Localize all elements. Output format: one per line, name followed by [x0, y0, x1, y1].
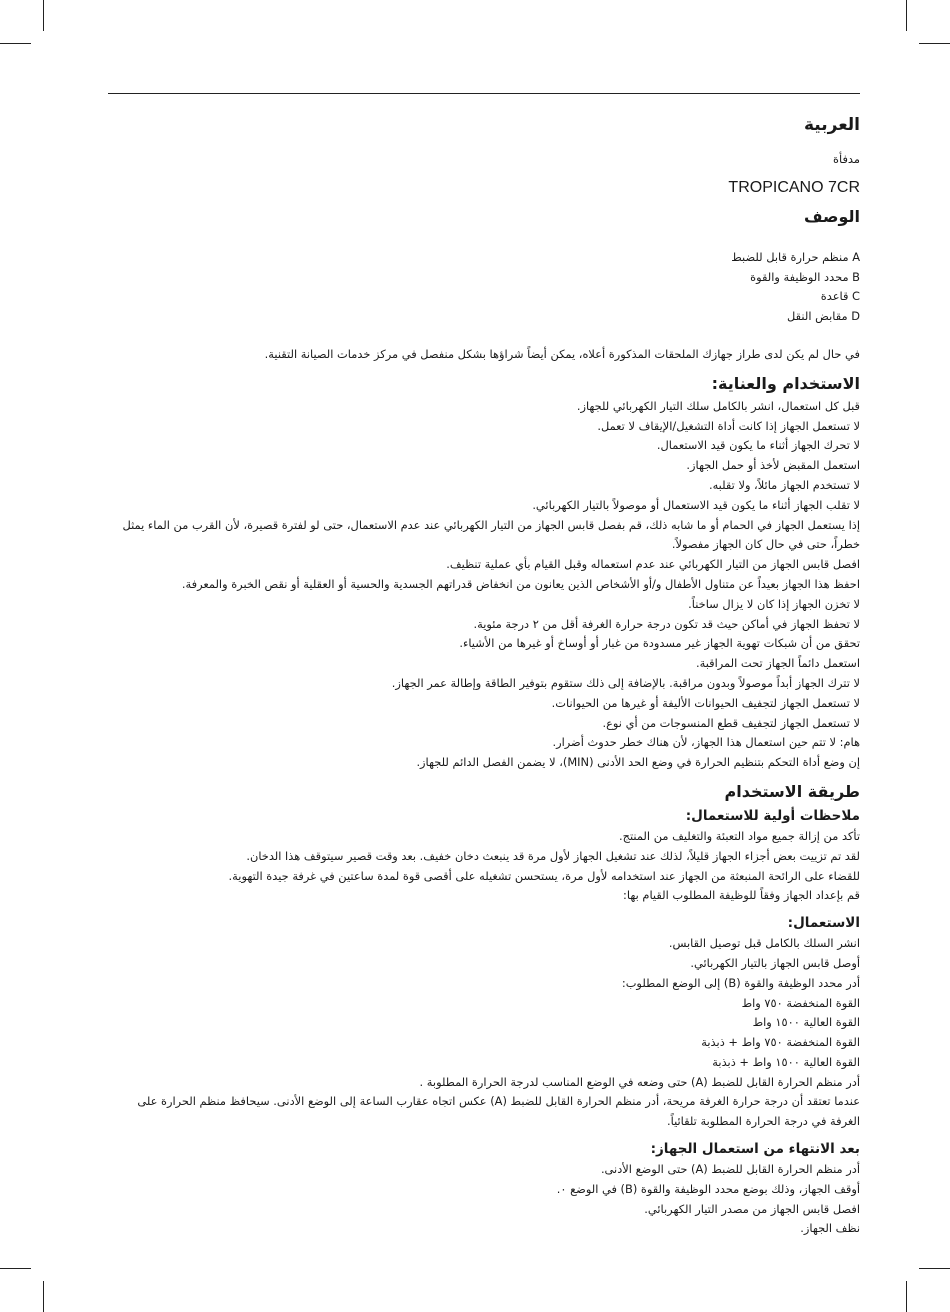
- list-item: C قاعدة: [820, 289, 860, 304]
- list-item: لا تقلب الجهاز أثناء ما يكون قيد الاستعمال أو موصولاً بالتيار الكهربائي.: [532, 497, 860, 512]
- list-item: إذا يستعمل الجهاز في الحمام أو ما شابه ذلك، قم بفصل قابس الجهاز من التيار الكهربائي عند عدم الاستعمال، حتى لو لفترة قصيرة، لأن القرب من الماء يمثل خطراً، حتى في حال كان الجهاز مفصولاً.: [122, 517, 860, 552]
- list-item: القوة المنخفضة ٧٥٠ واط + ذبذبة: [701, 1035, 860, 1050]
- after-use-list: [108, 1160, 860, 1239]
- list-item: لا تخزن الجهاز إذا كان لا يزال ساخناً.: [688, 596, 860, 611]
- list-item: أدر منظم الحرارة القابل للضبط (A) حتى الوضع الأدنى.: [600, 1162, 860, 1177]
- crop-mark: [906, 0, 907, 31]
- list-item: افصل قابس الجهاز من التيار الكهربائي عند عدم استعماله وقبل القيام بأي عملية تنظيف.: [446, 557, 860, 572]
- usage-list: [108, 934, 860, 1132]
- usage-heading: الاستعمال:: [787, 915, 860, 932]
- instructions-heading: طريقة الاستخدام: [724, 781, 860, 801]
- list-item: قبل كل استعمال، انشر بالكامل سلك التيار الكهربائي للجهاز.: [576, 398, 860, 413]
- list-item: القوة العالية ١٥٠٠ واط: [752, 1015, 860, 1030]
- list-item: لا تترك الجهاز أبداً موصولاً وبدون مراقبة. بالإضافة إلى ذلك ستقوم بتوفير الطاقة وإطالة عمر الجهاز.: [391, 675, 860, 690]
- list-item: نظف الجهاز.: [800, 1221, 860, 1236]
- header-rule: [108, 93, 860, 94]
- language-heading: العربية: [803, 115, 860, 135]
- crop-mark: [43, 0, 44, 31]
- list-item: إن وضع أداة التحكم بتنظيم الحرارة في وضع الحد الأدنى (MIN)، لا يضمن الفصل الدائم للجهاز.: [416, 755, 860, 770]
- use-care-list: [108, 397, 860, 773]
- list-item: للقضاء على الرائحة المنبعثة من الجهاز عند استخدامه لأول مرة، يستحسن تشغيله على أقصى قوة لمدة ساعتين في غرفة جيدة التهوية.: [228, 868, 860, 883]
- accessories-note: في حال لم يكن لدى طراز جهازك الملحقات المذكورة أعلاه، يمكن أيضاً شراؤها بشكل منفصل في مركز خدمات الصيانة التقنية.: [264, 346, 860, 361]
- list-item: D مقابض النقل: [787, 309, 860, 324]
- crop-mark: [919, 43, 950, 44]
- list-item: لا تستخدم الجهاز مائلاً، ولا تقلبه.: [708, 477, 860, 492]
- list-item: لا تحفظ الجهاز في أماكن حيث قد تكون درجة حرارة الغرفة أقل من ٢ درجة مئوية.: [473, 616, 860, 631]
- list-item: استعمل المقبض لأخذ أو حمل الجهاز.: [686, 458, 860, 473]
- list-item: هام: لا تتم حين استعمال هذا الجهاز، لأن هناك خطر حدوث أضرار.: [552, 735, 860, 750]
- list-item: لا تستعمل الجهاز لتجفيف الحيوانات الأليفة أو غيرها من الحيوانات.: [551, 695, 860, 710]
- model-name: TROPICANO 7CR: [728, 178, 860, 196]
- list-item: B محدد الوظيفة والقوة: [750, 269, 860, 284]
- list-item: عندما تعتقد أن درجة حرارة الغرفة مريحة، أدر منظم الحرارة القابل للضبط (A) عكس اتجاه عقارب الساعة إلى الوضع الأدنى. سيحافظ منظم الحرارة على الغرفة في درجة الحرارة المطلوبة تلقائياً.: [137, 1094, 860, 1129]
- description-heading: الوصف: [803, 206, 860, 226]
- list-item: أوقف الجهاز، وذلك بوضع محدد الوظيفة والقوة (B) في الوضع ٠.: [556, 1181, 860, 1196]
- parts-list: [108, 248, 860, 327]
- list-item: لا تحرك الجهاز أثناء ما يكون قيد الاستعمال.: [656, 438, 860, 453]
- list-item: لا تستعمل الجهاز لتجفيف قطع المنسوجات من أي نوع.: [602, 715, 860, 730]
- crop-mark: [919, 1268, 950, 1269]
- list-item: أوصل قابس الجهاز بالتيار الكهربائي.: [690, 955, 860, 970]
- list-item: القوة العالية ١٥٠٠ واط + ذبذبة: [712, 1054, 860, 1069]
- crop-mark: [43, 1281, 44, 1312]
- preliminary-list: [108, 827, 860, 906]
- after-use-heading: بعد الانتهاء من استعمال الجهاز:: [650, 1141, 860, 1158]
- product-type: مدفأة: [833, 152, 860, 166]
- list-item: افصل قابس الجهاز من مصدر التيار الكهربائي.: [644, 1201, 860, 1216]
- document-body: [108, 112, 860, 1239]
- list-item: انشر السلك بالكامل قبل توصيل القابس.: [668, 936, 860, 951]
- list-item: تحقق من أن شبكات تهوية الجهاز غير مسدودة من غبار أو أوساخ أو غيرها من الأشياء.: [459, 636, 860, 651]
- crop-mark: [0, 43, 31, 44]
- list-item: قم بإعداد الجهاز وفقاً للوظيفة المطلوب القيام بها:: [623, 888, 860, 903]
- list-item: احفظ هذا الجهاز بعيداً عن متناول الأطفال و/أو الأشخاص الذين يعانون من انخفاض قدراتهم الجسدية والحسية أو العقلية أو نقص الخبرة والمعرفة.: [181, 576, 860, 591]
- list-item: A منظم حرارة قابل للضبط: [731, 249, 860, 264]
- list-item: تأكد من إزالة جميع مواد التعبئة والتغليف من المنتج.: [619, 828, 860, 843]
- list-item: أدر محدد الوظيفة والقوة (B) إلى الوضع المطلوب:: [621, 975, 860, 990]
- list-item: القوة المنخفضة ٧٥٠ واط: [741, 995, 860, 1010]
- list-item: لقد تم تزييت بعض أجزاء الجهاز قليلاً، لذلك عند تشغيل الجهاز لأول مرة قد ينبعث دخان خفيف. بعد وقت قصير سيتوقف هذا الدخان.: [246, 848, 860, 863]
- use-care-heading: الاستخدام والعناية:: [711, 373, 860, 393]
- preliminary-heading: ملاحظات أولية للاستعمال:: [685, 807, 860, 824]
- crop-mark: [906, 1281, 907, 1312]
- list-item: لا تستعمل الجهاز إذا كانت أداة التشغيل/الإيقاف لا تعمل.: [597, 418, 860, 433]
- list-item: أدر منظم الحرارة القابل للضبط (A) حتى وضعه في الوضع المناسب لدرجة الحرارة المطلوبة .: [419, 1074, 860, 1089]
- crop-mark: [0, 1268, 31, 1269]
- list-item: استعمل دائماً الجهاز تحت المراقبة.: [696, 656, 860, 671]
